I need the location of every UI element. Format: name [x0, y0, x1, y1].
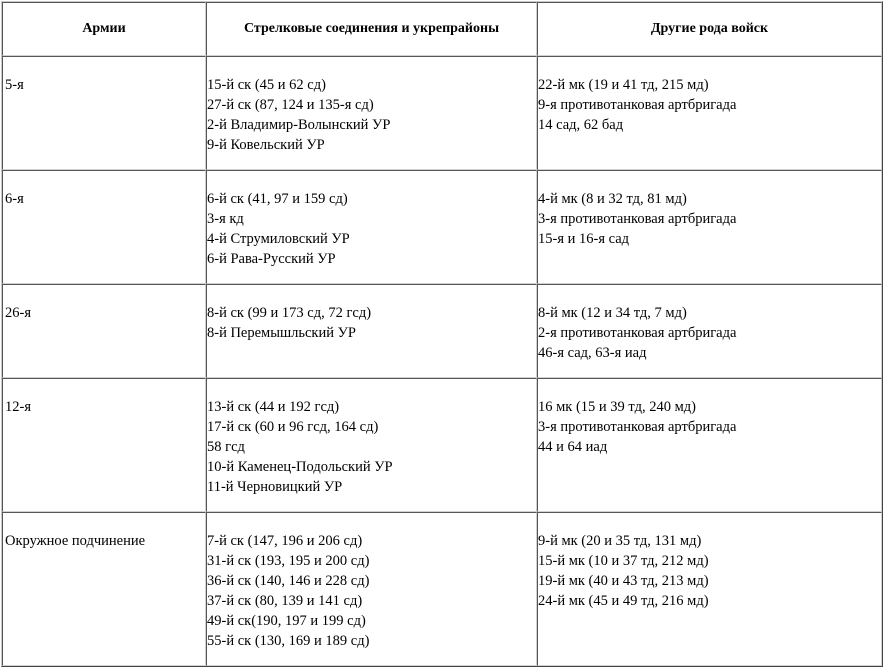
table-row: [2, 170, 882, 284]
army-cell: [2, 170, 206, 284]
rifle-line: 17-й ск (60 и 96 гсд, 164 сд): [207, 419, 379, 435]
other-line: 15-я и 16-я сад: [538, 231, 630, 247]
other-line: 44 и 64 иад: [538, 439, 608, 455]
header-other-troops: Другие рода войск: [537, 2, 882, 56]
rifle-line: 58 гсд: [207, 439, 245, 455]
other-line: 16 мк (15 и 39 тд, 240 мд): [538, 399, 696, 415]
rifle-line: 55-й ск (130, 169 и 189 сд): [207, 633, 370, 649]
rifle-line: 7-й ск (147, 196 и 206 сд): [207, 533, 363, 549]
army-name: 6-я: [5, 191, 24, 207]
table-row: [2, 284, 882, 378]
army-composition-table: [1, 1, 883, 667]
other-line: 2-я противотанковая артбригада: [538, 325, 737, 341]
rifle-cell: [206, 284, 537, 378]
other-cell: [537, 56, 882, 170]
rifle-cell: [206, 170, 537, 284]
other-line: 3-я противотанковая артбригада: [538, 211, 737, 227]
rifle-line: 49-й ск(190, 197 и 199 сд): [207, 613, 366, 629]
rifle-cell: [206, 378, 537, 512]
army-name: Окружное подчинение: [5, 533, 146, 549]
rifle-line: 37-й ск (80, 139 и 141 сд): [207, 593, 363, 609]
rifle-line: 36-й ск (140, 146 и 228 сд): [207, 573, 370, 589]
rifle-line: 6-й Рава-Русский УР: [207, 251, 336, 267]
table-row: [2, 512, 882, 666]
army-cell: [2, 512, 206, 666]
rifle-line: 10-й Каменец-Подольский УР: [207, 459, 393, 475]
rifle-line: 6-й ск (41, 97 и 159 сд): [207, 191, 348, 207]
other-line: 46-я сад, 63-я иад: [538, 345, 647, 361]
army-cell: [2, 284, 206, 378]
rifle-line: 8-й ск (99 и 173 сд, 72 гсд): [207, 305, 372, 321]
other-line: 8-й мк (12 и 34 тд, 7 мд): [538, 305, 687, 321]
other-line: 15-й мк (10 и 37 тд, 212 мд): [538, 553, 709, 569]
other-cell: [537, 378, 882, 512]
army-cell: [2, 378, 206, 512]
rifle-line: 15-й ск (45 и 62 сд): [207, 77, 326, 93]
other-cell: [537, 512, 882, 666]
other-cell: [537, 284, 882, 378]
other-line: 19-й мк (40 и 43 тд, 213 мд): [538, 573, 709, 589]
army-cell: [2, 56, 206, 170]
rifle-line: 3-я кд: [207, 211, 244, 227]
other-cell: [537, 170, 882, 284]
rifle-line: 9-й Ковельский УР: [207, 137, 325, 153]
other-line: 22-й мк (19 и 41 тд, 215 мд): [538, 77, 709, 93]
header-rifle-formations: Стрелковые соединения и укрепрайоны: [206, 2, 537, 56]
rifle-line: 2-й Владимир-Волынский УР: [207, 117, 391, 133]
army-name: 5-я: [5, 77, 24, 93]
rifle-cell: [206, 512, 537, 666]
other-line: 9-й мк (20 и 35 тд, 131 мд): [538, 533, 702, 549]
other-line: 4-й мк (8 и 32 тд, 81 мд): [538, 191, 687, 207]
table-row: [2, 56, 882, 170]
rifle-line: 31-й ск (193, 195 и 200 сд): [207, 553, 370, 569]
other-line: 3-я противотанковая артбригада: [538, 419, 737, 435]
header-row: [2, 2, 882, 56]
rifle-line: 8-й Перемышльский УР: [207, 325, 356, 341]
army-name: 26-я: [5, 305, 31, 321]
army-name: 12-я: [5, 399, 31, 415]
other-line: 14 сад, 62 бад: [538, 117, 624, 133]
rifle-line: 11-й Черновицкий УР: [207, 479, 343, 495]
table-row: [2, 378, 882, 512]
header-armies: Армии: [2, 2, 206, 56]
other-line: 9-я противотанковая артбригада: [538, 97, 737, 113]
rifle-line: 13-й ск (44 и 192 гсд): [207, 399, 340, 415]
rifle-cell: [206, 56, 537, 170]
rifle-line: 4-й Струмиловский УР: [207, 231, 350, 247]
rifle-line: 27-й ск (87, 124 и 135-я сд): [207, 97, 374, 113]
other-line: 24-й мк (45 и 49 тд, 216 мд): [538, 593, 709, 609]
